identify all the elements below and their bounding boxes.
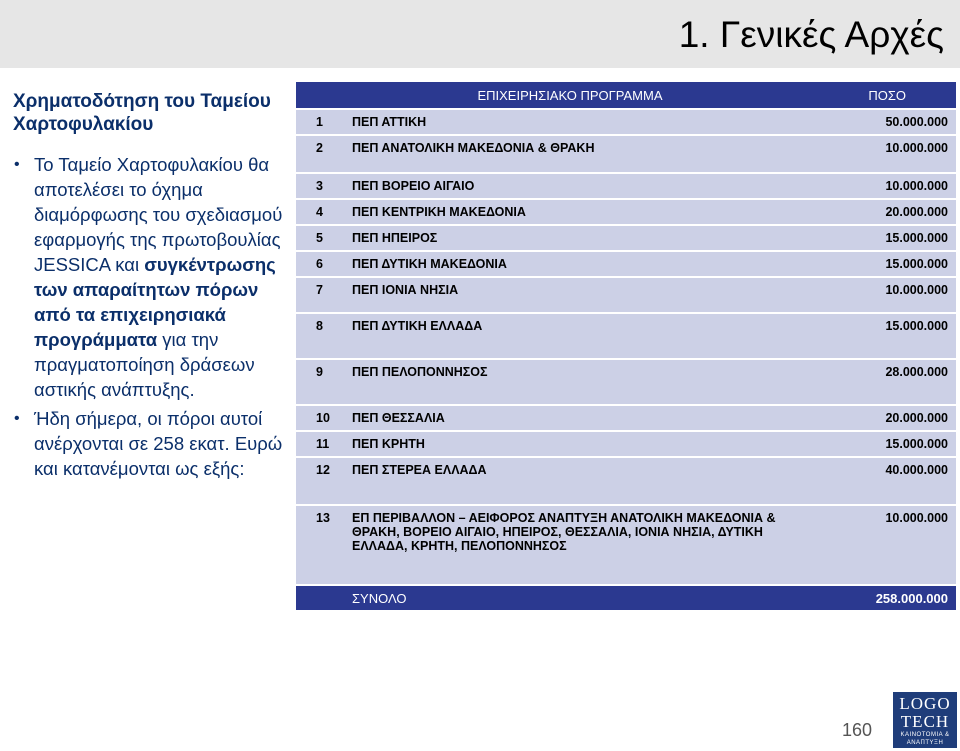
cell-num: 11: [296, 431, 344, 457]
cell-program: ΠΕΠ ΑΤΤΙΚΗ: [344, 109, 796, 135]
table-row: [296, 225, 956, 251]
bullet-dot-icon: •: [14, 156, 20, 173]
bullet-item: [12, 152, 284, 402]
cell-amount: 10.000.000: [796, 135, 956, 173]
cell-program: ΠΕΠ ΚΕΝΤΡΙΚΗ ΜΑΚΕΔΟΝΙΑ: [344, 199, 796, 225]
cell-num: 5: [296, 225, 344, 251]
slide-title: 1. Γενικές Αρχές: [678, 14, 944, 55]
logo-line3: ΚΑΙΝΟΤΟΜΙΑ & ΑΝΑΠΤΥΞΗ: [900, 732, 950, 746]
cell-num: 4: [296, 199, 344, 225]
cell-program: ΠΕΠ ΗΠΕΙΡΟΣ: [344, 225, 796, 251]
table-row: [296, 277, 956, 313]
table-header-row: [296, 82, 956, 109]
cell-program: ΠΕΠ ΔΥΤΙΚΗ ΕΛΛΑΔΑ: [344, 313, 796, 359]
cell-amount: 15.000.000: [796, 313, 956, 359]
logo-line1: LOGO: [899, 694, 951, 713]
cell-num: 8: [296, 313, 344, 359]
cell-num: 7: [296, 277, 344, 313]
cell-amount: 10.000.000: [796, 173, 956, 199]
bullet-item: [12, 406, 284, 481]
table-row: [296, 109, 956, 135]
cell-amount: 20.000.000: [796, 405, 956, 431]
bullet-text: για την πραγματοποίηση δράσεων αστικής ανάπτυξης.: [34, 329, 255, 400]
logo-line2: TECH: [900, 712, 950, 731]
total-amount: 258.000.000: [796, 585, 956, 611]
cell-amount: 15.000.000: [796, 251, 956, 277]
cell-amount: 28.000.000: [796, 359, 956, 405]
table-row: [296, 173, 956, 199]
cell-num: 1: [296, 109, 344, 135]
table-row: [296, 135, 956, 173]
cell-num: 9: [296, 359, 344, 405]
cell-amount: 10.000.000: [796, 277, 956, 313]
header-program: ΕΠΙΧΕΙΡΗΣΙΑΚΟ ΠΡΟΓΡΑΜΜΑ: [344, 82, 796, 109]
header-num: [296, 82, 344, 109]
table-row: [296, 359, 956, 405]
cell-program: ΠΕΠ ΙΟΝΙΑ ΝΗΣΙΑ: [344, 277, 796, 313]
table-row: [296, 431, 956, 457]
cell-program: ΠΕΠ ΑΝΑΤΟΛΙΚΗ ΜΑΚΕΔΟΝΙΑ & ΘΡΑΚΗ: [344, 135, 796, 173]
allocation-table-container: [296, 82, 956, 612]
cell-program: ΕΠ ΠΕΡΙΒΑΛΛΟΝ – ΑΕΙΦΟΡΟΣ ΑΝΑΠΤΥΞΗ ΑΝΑΤΟΛΙΚΗ ΜΑΚΕΔΟΝΙΑ & ΘΡΑΚΗ, ΒΟΡΕΙΟ ΑΙΓΑΙΟ, ΗΠΕΙΡΟΣ, ΘΕΣΣΑΛΙΑ, ΙΟΝΙΑ ΝΗΣΙΑ, ΔΥΤΙΚΗ ΕΛΛΑΔΑ, ΚΡΗΤΗ, ΠΕΛΟΠΟΝΝΗΣΟΣ: [344, 505, 796, 585]
cell-program: ΠΕΠ ΠΕΛΟΠΟΝΝΗΣΟΣ: [344, 359, 796, 405]
cell-amount: 15.000.000: [796, 431, 956, 457]
slide-subtitle: Χρηματοδότηση του Ταμείου Χαρτοφυλακίου: [13, 91, 271, 135]
cell-program: ΠΕΠ ΘΕΣΣΑΛΙΑ: [344, 405, 796, 431]
logotech-logo: [893, 692, 957, 748]
cell-program: ΠΕΠ ΒΟΡΕΙΟ ΑΙΓΑΙΟ: [344, 173, 796, 199]
table-row: [296, 199, 956, 225]
cell-num: 3: [296, 173, 344, 199]
table-row: [296, 313, 956, 359]
bullet-list: [12, 152, 284, 485]
bullet-text: Το Ταμείο Χαρτοφυλακίου θα αποτελέσει το όχημα διαμόρφωσης του σχεδιασμού εφαρμογής της πρωτοβουλίας JESSICA και: [34, 154, 283, 275]
bullet-text-bold: συγκέντρωσης των απαραίτητων πόρων από τα επιχειρησιακά προγράμματα: [34, 254, 276, 350]
cell-program: ΠΕΠ ΚΡΗΤΗ: [344, 431, 796, 457]
table-body: [296, 109, 956, 585]
cell-num: 2: [296, 135, 344, 173]
cell-program: ΠΕΠ ΣΤΕΡΕΑ ΕΛΛΑΔΑ: [344, 457, 796, 505]
total-label: ΣΥΝΟΛΟ: [344, 585, 796, 611]
cell-amount: 15.000.000: [796, 225, 956, 251]
cell-num: 13: [296, 505, 344, 585]
table-row: [296, 251, 956, 277]
header-amount: ΠΟΣΟ: [796, 82, 956, 109]
cell-amount: 20.000.000: [796, 199, 956, 225]
table-row: [296, 457, 956, 505]
cell-num: 10: [296, 405, 344, 431]
cell-amount: 50.000.000: [796, 109, 956, 135]
table-row: [296, 405, 956, 431]
bullet-text: Ήδη σήμερα, οι πόροι αυτοί ανέρχονται σε 258 εκατ. Ευρώ και κατανέμονται ως εξής:: [34, 408, 283, 479]
cell-num: 12: [296, 457, 344, 505]
total-empty-cell: [296, 585, 344, 611]
cell-num: 6: [296, 251, 344, 277]
page-number: 160: [842, 720, 873, 740]
table-total-row: [296, 585, 956, 611]
title-bar: [0, 0, 960, 68]
cell-amount: 40.000.000: [796, 457, 956, 505]
bullet-dot-icon: •: [14, 410, 20, 427]
cell-amount: 10.000.000: [796, 505, 956, 585]
table-row: [296, 505, 956, 585]
cell-program: ΠΕΠ ΔΥΤΙΚΗ ΜΑΚΕΔΟΝΙΑ: [344, 251, 796, 277]
allocation-table: [296, 82, 956, 612]
